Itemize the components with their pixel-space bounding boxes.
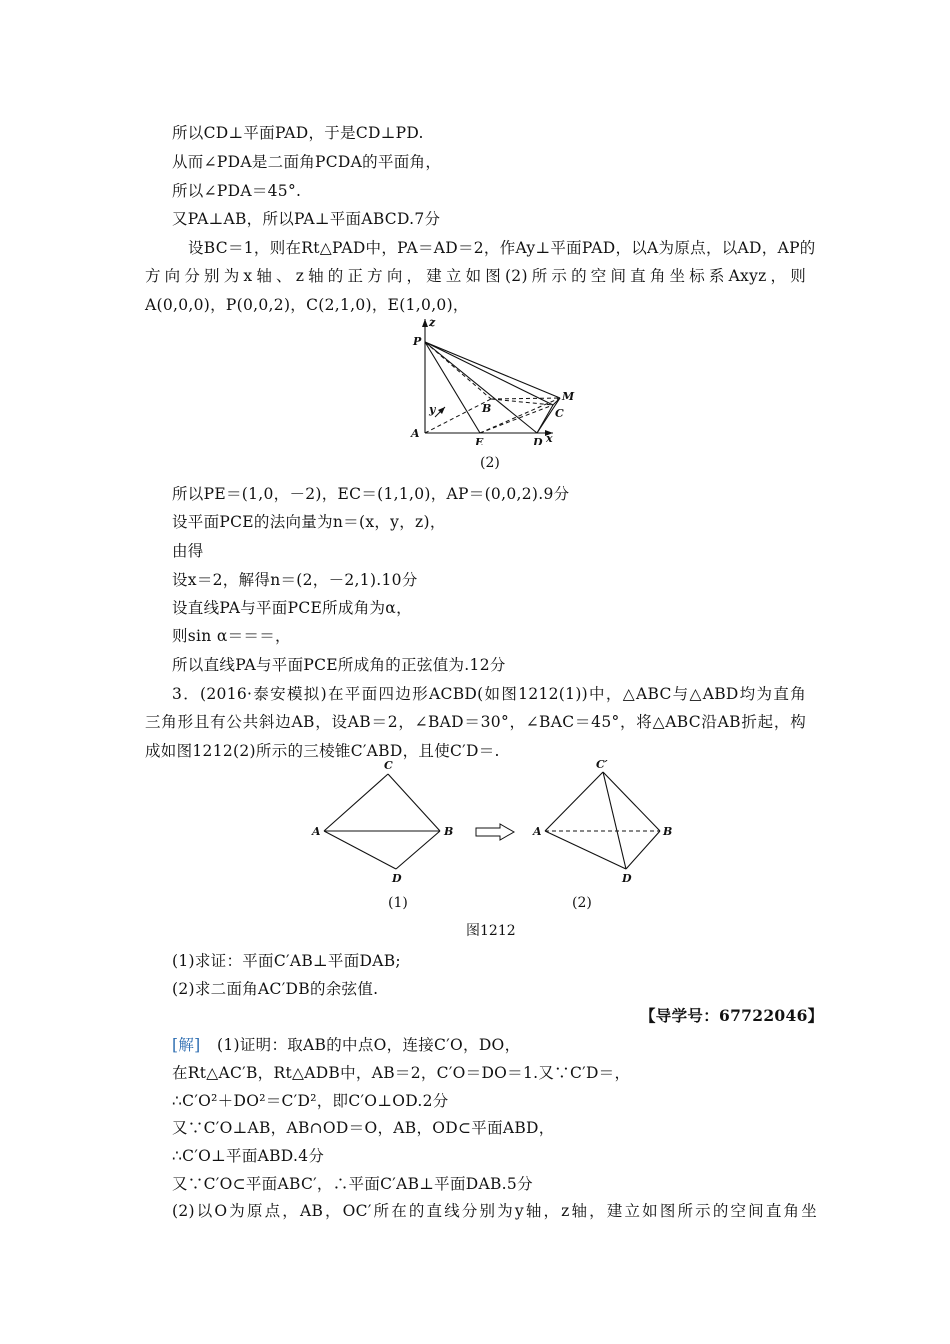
left-label-a: A	[312, 825, 321, 838]
text-line-17: 成如图1212(2)所示的三棱锥C′ABD，且使C′D＝.	[145, 742, 500, 760]
figure-caption-right: (2)	[572, 895, 592, 911]
text-line-11: 设x＝2，解得n＝(2，－2,1).10分	[172, 571, 418, 589]
text-line-26: 又∵C′O⊂平面ABC′，∴平面C′AB⊥平面DAB.5分	[172, 1175, 533, 1193]
figure-title: 图1212	[466, 923, 516, 939]
folding-figure	[310, 758, 690, 888]
label-c: C	[555, 407, 564, 420]
label-a: A	[411, 427, 420, 440]
figure-caption-left: (1)	[388, 895, 408, 911]
right-label-a: A	[533, 825, 542, 838]
text-line-18: (1)求证：平面C′AB⊥平面DAB;	[172, 952, 401, 970]
text-line-22: 在Rt△AC′B，Rt△ADB中，AB＝2，C′O＝DO＝1.又∵C′D＝，	[172, 1064, 631, 1082]
label-d: D	[533, 436, 543, 445]
text-line-15: 3．(2016·泰安模拟)在平面四边形ACBD(如图1212(1))中，△ABC与△ABD均为直角	[172, 685, 806, 703]
text-line-27: (2)以O为原点，AB，OC′所在的直线分别为y轴，z轴，建立如图所示的空间直角坐	[172, 1202, 817, 1220]
label-z: z	[429, 316, 436, 329]
label-m: M	[562, 390, 575, 403]
pyramid-figure	[405, 315, 605, 445]
label-p: P	[413, 335, 422, 348]
text-line-16: 三角形且有公共斜边AB，设AB＝2，∠BAD＝30°，∠BAC＝45°，将△ABC沿AB折起，构	[145, 713, 806, 731]
text-line-5: 设BC＝1，则在Rt△PAD中，PA＝AD＝2，作Ay⊥平面PAD，以A为原点，以AD，AP的	[188, 239, 816, 257]
text-line-23: ∴C′O²＋DO²＝C′D²，即C′O⊥OD.2分	[172, 1092, 449, 1110]
left-label-d: D	[392, 872, 402, 885]
text-line-13: 则sin α＝＝＝，	[172, 627, 291, 645]
left-label-b: B	[444, 825, 454, 838]
label-e: E	[475, 436, 484, 445]
text-line-3: 所以∠PDA＝45°.	[172, 182, 302, 200]
guide-number: 【导学号：67722046】	[640, 1006, 824, 1025]
text-line-25: ∴C′O⊥平面ABD.4分	[172, 1147, 325, 1165]
text-line-10: 由得	[172, 542, 204, 560]
right-label-c: C′	[596, 758, 608, 771]
right-label-d: D	[622, 872, 632, 885]
label-y: y	[429, 403, 436, 416]
label-x: x	[546, 432, 553, 445]
text-line-19: (2)求二面角AC′DB的余弦值.	[172, 980, 379, 998]
text-line-12: 设直线PA与平面PCE所成角为α，	[172, 599, 412, 617]
text-line-6: 方向分别为x轴、z轴的正方向，建立如图(2)所示的空间直角坐标系Axyz，则	[145, 267, 806, 285]
left-label-c: C	[384, 759, 393, 772]
text-line-9: 设平面PCE的法向量为n＝(x，y，z)，	[172, 513, 446, 531]
text-line-24: 又∵C′O⊥AB，AB∩OD＝O，AB，OD⊂平面ABD，	[172, 1119, 555, 1137]
label-b: B	[482, 402, 492, 415]
text-line-21: (1)证明：取AB的中点O，连接C′O，DO，	[217, 1036, 521, 1054]
text-line-14: 所以直线PA与平面PCE所成角的正弦值为.12分	[172, 656, 506, 674]
right-label-b: B	[663, 825, 673, 838]
text-line-7: A(0,0,0)，P(0,0,2)，C(2,1,0)，E(1,0,0)，	[145, 296, 469, 314]
text-line-1: 所以CD⊥平面PAD，于是CD⊥PD.	[172, 124, 424, 142]
text-line-4: 又PA⊥AB，所以PA⊥平面ABCD.7分	[172, 210, 441, 228]
solution-tag: [解]	[172, 1036, 201, 1054]
text-line-8: 所以PE＝(1,0，－2)，EC＝(1,1,0)，AP＝(0,0,2).9分	[172, 485, 570, 503]
figure-caption-pyramid: (2)	[480, 455, 500, 471]
text-line-2: 从而∠PDA是二面角PCDA的平面角，	[172, 153, 442, 171]
